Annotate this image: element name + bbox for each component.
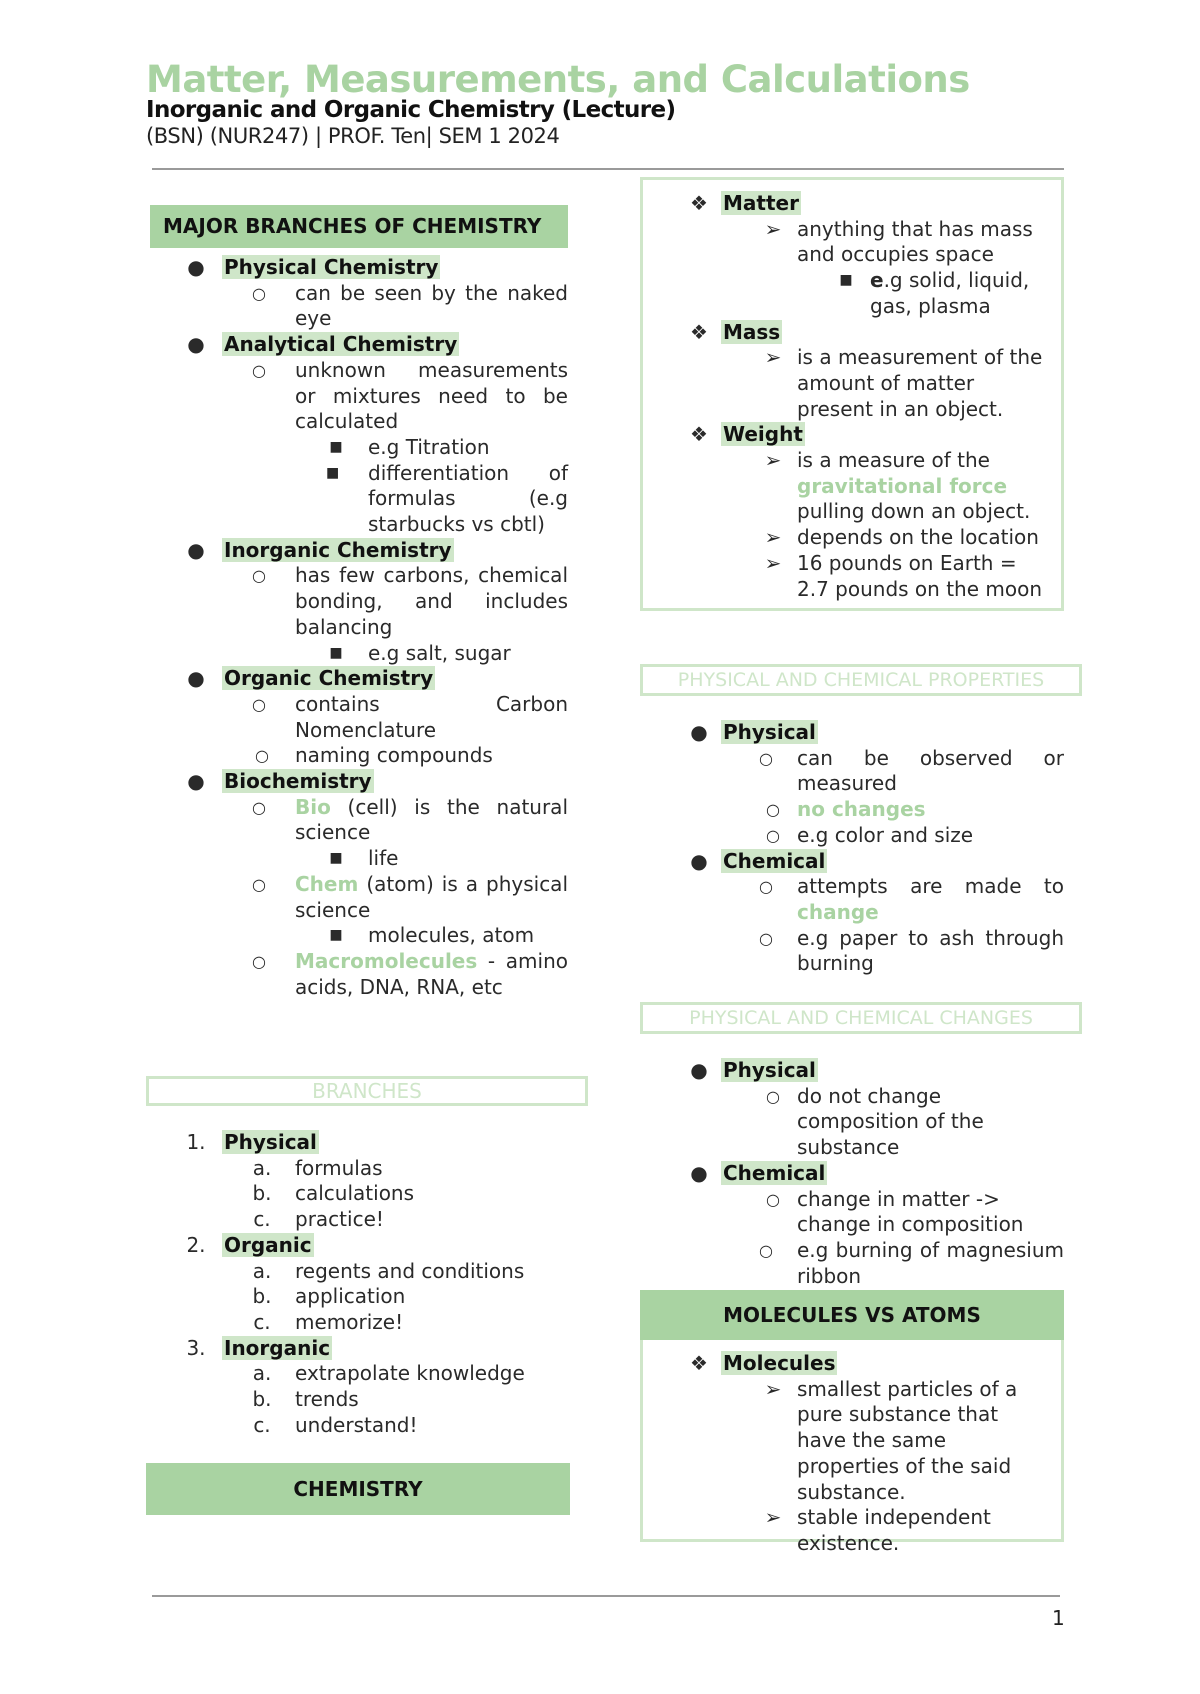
list-item: ● Chemical <box>690 1160 826 1185</box>
list-item: ○ Macromolecules - amino acids, DNA, RNA, etc <box>252 948 568 999</box>
list-item: ■ e.g salt, sugar <box>329 640 511 665</box>
list-item: ➢ is a measure of the gravitational force pulling down an object. <box>764 448 1031 524</box>
changes-list <box>640 1058 1064 1289</box>
list-item: ❖ Molecules <box>690 1351 836 1375</box>
changes-heading: PHYSICAL AND CHEMICAL CHANGES <box>640 1002 1082 1034</box>
branch-item: ● Analytical Chemistry <box>187 332 458 357</box>
list-item: ○ e.g burning of magnesium ribbon <box>759 1237 1064 1288</box>
list-item: ○ e.g paper to ash through burning <box>759 925 1064 976</box>
list-item: c. memorize! <box>253 1309 404 1334</box>
list-item: ○ do not change composition of the substance <box>766 1083 984 1160</box>
list-item: ❖ Weight <box>690 422 803 447</box>
list-item: ○ naming compounds <box>255 743 493 768</box>
branch-item: ● Inorganic Chemistry <box>187 537 452 562</box>
list-item: ○ no changes <box>766 797 926 822</box>
list-item: ➢ is a measurement of the amount of matter present in an object. <box>764 345 1043 421</box>
major-branches-heading: MAJOR BRANCHES OF CHEMISTRY <box>150 205 568 248</box>
list-item: ➢ depends on the location <box>764 525 1039 550</box>
header-divider <box>152 168 1064 170</box>
list-item: ➢ anything that has mass and occupies space <box>764 216 1033 267</box>
list-item: ○ unknown measurements or mixtures need to be calculated <box>252 357 568 434</box>
branch-item: ● Physical Chemistry <box>187 255 439 279</box>
branch-item: ● Organic Chemistry <box>187 666 434 691</box>
list-item: 3. Inorganic <box>186 1335 331 1360</box>
list-item: c. practice! <box>253 1207 384 1232</box>
course-meta: (BSN) (NUR247) | PROF. Ten| SEM 1 2024 <box>146 124 560 148</box>
properties-list <box>640 720 1064 977</box>
branches-numbered-list <box>150 1130 590 1438</box>
page-number: 1 <box>1052 1606 1065 1630</box>
list-item: ➢ smallest particles of a pure substance that have the same properties of the said substance. <box>764 1376 1018 1504</box>
list-item: ○ Chem (atom) is a physical science <box>252 871 568 922</box>
list-item: b. trends <box>252 1387 359 1412</box>
list-item: ○ can be observed or measured <box>759 745 1064 796</box>
matter-list <box>640 191 1050 602</box>
list-item: c. understand! <box>253 1412 418 1437</box>
molecules-heading: MOLECULES VS ATOMS <box>640 1290 1064 1340</box>
list-item: ❖ Mass <box>690 319 781 344</box>
list-item: ○ contains Carbon Nomenclature <box>252 691 568 742</box>
list-item: ■ e.g solid, liquid, gas, plasma <box>839 268 1030 318</box>
footer-divider <box>152 1595 1060 1597</box>
list-item: 1. Physical <box>186 1130 317 1154</box>
list-item: ■ molecules, atom <box>329 923 535 948</box>
list-item: ○ can be seen by the naked eye <box>252 280 568 331</box>
list-item: b. application <box>252 1284 406 1309</box>
list-item: ➢ 16 pounds on Earth = 2.7 pounds on the moon <box>764 550 1042 601</box>
major-branches-list <box>150 255 568 1000</box>
list-item: ● Physical <box>690 720 816 744</box>
course-subtitle: Inorganic and Organic Chemistry (Lecture) <box>146 97 676 123</box>
list-item: ➢ stable independent existence. <box>764 1505 991 1555</box>
branch-item: ● Biochemistry <box>187 769 372 794</box>
molecules-list <box>640 1351 1052 1557</box>
list-item: ○ e.g color and size <box>766 822 974 847</box>
list-item: a. formulas <box>252 1155 383 1180</box>
list-item: a. extrapolate knowledge <box>252 1361 525 1386</box>
list-item: ■ life <box>329 846 399 871</box>
chemistry-heading: CHEMISTRY <box>146 1463 570 1515</box>
list-item: ❖ Matter <box>690 191 799 215</box>
branches-heading: BRANCHES <box>146 1076 588 1106</box>
list-item: ■ differentiation of formulas (e.g starbucks vs cbtl) <box>326 460 568 537</box>
properties-heading: PHYSICAL AND CHEMICAL PROPERTIES <box>640 664 1082 696</box>
list-item: ○ attempts are made to change <box>759 874 1064 924</box>
list-item: ○ Bio (cell) is the natural science <box>252 794 568 845</box>
list-item: 2. Organic <box>186 1232 312 1257</box>
list-item: ○ change in matter -> change in composition <box>766 1186 1024 1237</box>
document-title: Matter, Measurements, and Calculations <box>146 58 970 101</box>
list-item: ■ e.g Titration <box>329 434 490 459</box>
list-item: ● Chemical <box>690 848 826 873</box>
list-item: b. calculations <box>252 1181 415 1206</box>
list-item: ○ has few carbons, chemical bonding, and includes balancing <box>252 563 568 639</box>
list-item: ● Physical <box>690 1058 816 1082</box>
list-item: a. regents and conditions <box>252 1258 525 1283</box>
